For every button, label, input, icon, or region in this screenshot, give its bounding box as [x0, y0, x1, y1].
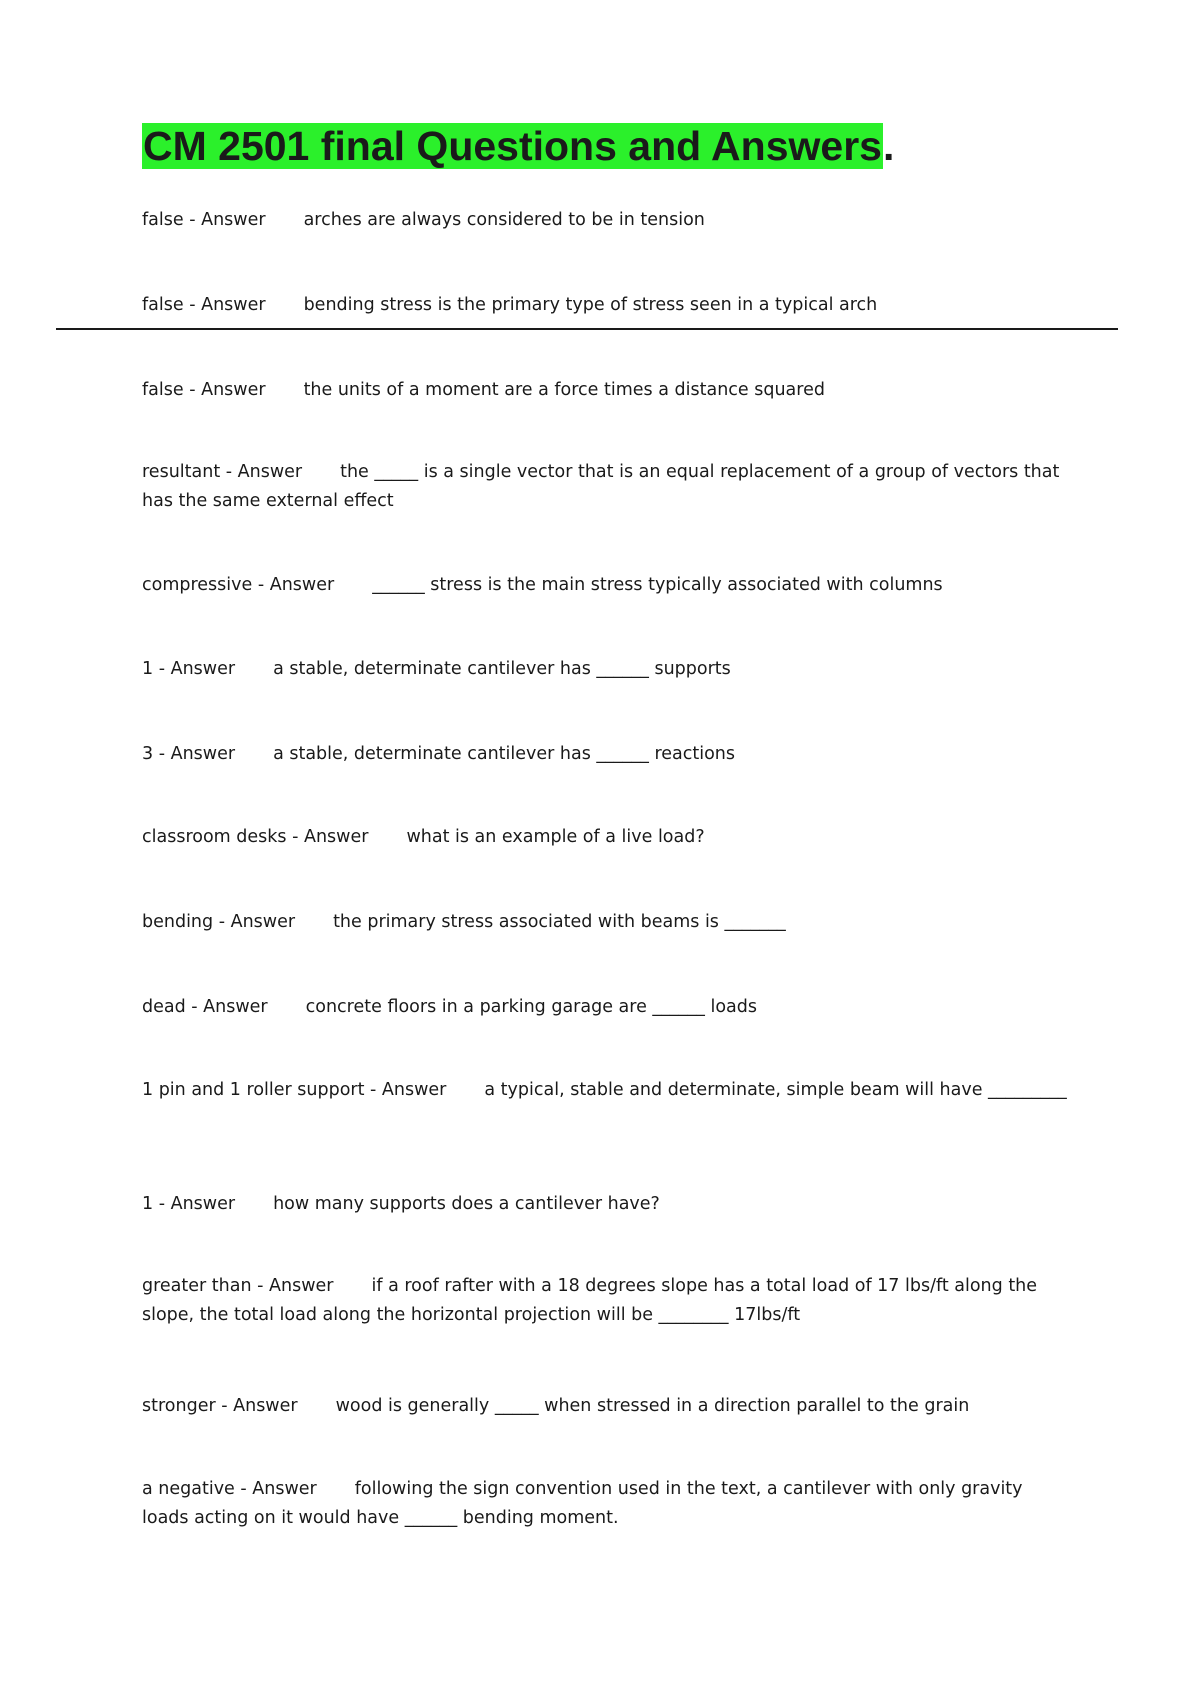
answer-separator: -: [185, 997, 204, 1017]
question-text: a stable, determinate cantilever has ______ supports: [273, 659, 731, 679]
question-text: if a roof rafter with a 18 degrees slope has a total load of 17 lbs/ft along the slope, the total load along the horizontal projection will be ________ 17lbs/ft: [142, 1276, 1038, 1325]
answer-separator: -: [153, 1194, 171, 1214]
answer-text: resultant: [142, 462, 221, 482]
answer-label: Answer: [303, 827, 369, 847]
qa-item: [142, 993, 1072, 1022]
answer-label: Answer: [170, 744, 236, 764]
answer-separator: -: [251, 1276, 270, 1296]
answer-separator: -: [252, 575, 270, 595]
answer-separator: -: [213, 912, 231, 932]
question-text: a typical, stable and determinate, simple beam will have _________: [484, 1080, 1067, 1100]
answer-separator: -: [183, 210, 202, 230]
question-text: arches are always considered to be in tension: [303, 210, 705, 230]
title-period: .: [882, 123, 895, 169]
answer-text: 1: [142, 659, 154, 679]
answer-separator: -: [364, 1080, 382, 1100]
answer-separator: -: [234, 1479, 253, 1499]
qa-item: [142, 1272, 1072, 1330]
answer-text: bending: [142, 912, 214, 932]
question-text: the primary stress associated with beams is _______: [333, 912, 786, 932]
question-text: ______ stress is the main stress typically associated with columns: [372, 575, 943, 595]
answer-label: Answer: [233, 1396, 298, 1416]
answer-text: classroom desks: [142, 827, 287, 847]
answer-label: Answer: [269, 575, 335, 595]
qa-item: [142, 655, 1072, 684]
answer-label: Answer: [203, 997, 268, 1017]
answer-text: 3: [142, 744, 154, 764]
qa-item: [142, 740, 1072, 769]
answer-text: false: [142, 380, 184, 400]
answer-label: Answer: [201, 295, 266, 315]
answer-label: Answer: [237, 462, 303, 482]
question-text: bending stress is the primary type of stress seen in a typical arch: [303, 295, 878, 315]
answer-separator: -: [183, 380, 202, 400]
answer-label: Answer: [170, 1194, 236, 1214]
answer-label: Answer: [230, 912, 296, 932]
qa-item: [142, 908, 1072, 937]
answer-text: 1: [142, 1194, 154, 1214]
answer-label: Answer: [201, 210, 266, 230]
answer-label: Answer: [201, 380, 266, 400]
qa-item: [142, 1076, 1072, 1105]
question-text: how many supports does a cantilever have?: [273, 1194, 660, 1214]
answer-label: Answer: [269, 1276, 334, 1296]
question-text: what is an example of a live load?: [406, 827, 705, 847]
answer-separator: -: [215, 1396, 234, 1416]
question-text: following the sign convention used in the text, a cantilever with only gravity loads acting on it would have ______ bending moment.: [142, 1479, 1023, 1528]
qa-item: [142, 1190, 1072, 1219]
answer-text: false: [142, 295, 184, 315]
qa-item: [142, 376, 1072, 405]
qa-item: [142, 571, 1072, 600]
horizontal-divider: [56, 328, 1118, 330]
title-highlight: CM 2501 final Questions and Answers: [143, 123, 882, 169]
qa-item: [142, 823, 1072, 852]
answer-separator: -: [183, 295, 202, 315]
answer-label: Answer: [170, 659, 236, 679]
answer-text: greater than: [142, 1276, 252, 1296]
answer-separator: -: [153, 744, 171, 764]
question-text: the units of a moment are a force times a distance squared: [303, 380, 825, 400]
answer-text: stronger: [142, 1396, 216, 1416]
answer-separator: -: [286, 827, 304, 847]
qa-item: [142, 291, 1072, 320]
answer-label: Answer: [381, 1080, 447, 1100]
answer-text: false: [142, 210, 184, 230]
qa-item: [142, 206, 1072, 235]
answer-label: Answer: [252, 1479, 317, 1499]
answer-text: dead: [142, 997, 186, 1017]
qa-item: [142, 1475, 1072, 1533]
answer-text: 1 pin and 1 roller support: [142, 1080, 365, 1100]
question-text: wood is generally _____ when stressed in a direction parallel to the grain: [335, 1396, 970, 1416]
answer-text: compressive: [142, 575, 253, 595]
document-title: [142, 118, 894, 174]
question-text: concrete floors in a parking garage are ______ loads: [305, 997, 757, 1017]
qa-item: [142, 1392, 1072, 1421]
question-text: the _____ is a single vector that is an equal replacement of a group of vectors that has the same external effect: [142, 462, 1060, 511]
answer-text: a negative: [142, 1479, 235, 1499]
question-text: a stable, determinate cantilever has ______ reactions: [273, 744, 736, 764]
qa-item: [142, 458, 1072, 516]
answer-separator: -: [153, 659, 171, 679]
answer-separator: -: [220, 462, 238, 482]
